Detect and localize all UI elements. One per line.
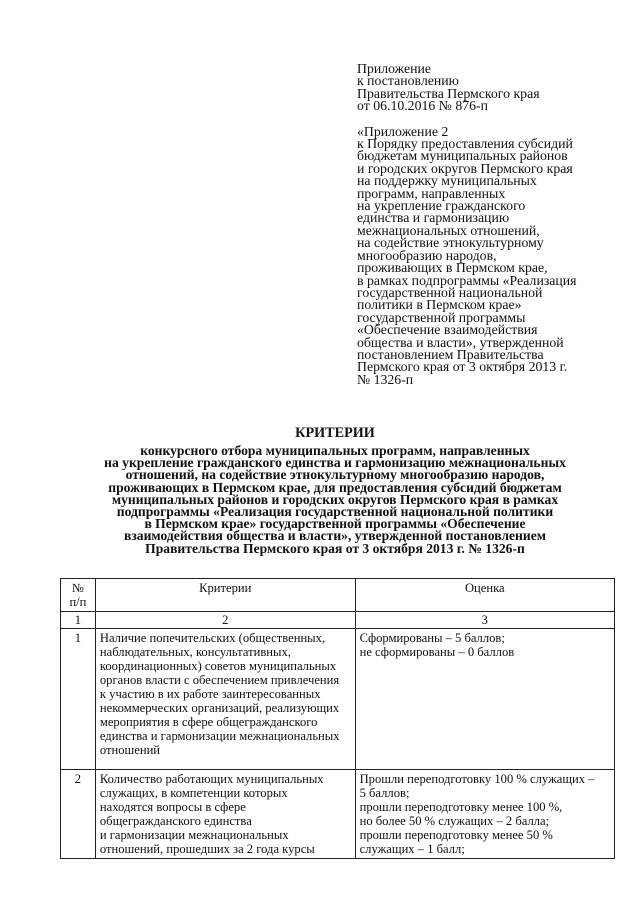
appendix-ref-line: проживающих в Пермском крае, <box>357 260 548 276</box>
table-header-row <box>61 579 615 612</box>
criteria-line: к участию в их работе заинтересованных <box>99 687 321 701</box>
appendix-ref-line: на содействие этнокультурному <box>357 235 544 251</box>
subtitle-line: конкурсного отбора муниципальных программ, направленных <box>140 443 530 458</box>
criteria-line: отношений <box>99 743 161 757</box>
row-number: 1 <box>61 629 96 770</box>
appendix-ref-line: к Порядку предоставления субсидий <box>357 136 573 152</box>
header-score: Оценка <box>355 579 614 612</box>
column-number: 3 <box>355 612 614 629</box>
row-number: 2 <box>61 770 96 859</box>
appendix-ref-line: «Обеспечение взаимодействия <box>357 322 538 338</box>
header-criteria: Критерии <box>95 579 355 612</box>
criteria-line: служащих, в компетенции которых <box>99 786 288 800</box>
score-line: служащих – 1 балл; <box>359 842 465 856</box>
subtitle-line: Правительства Пермского края от 3 октября 2013 г. № 1326-п <box>145 540 525 556</box>
appendix-ref-line: общества и власти», утвержденной <box>357 334 564 350</box>
criteria-line: координационных) советов муниципальных <box>99 659 337 673</box>
criteria-line: Количество работающих муниципальных <box>99 772 324 786</box>
appendix-header <box>357 63 627 386</box>
criteria-line: отношений, прошедших за 2 года курсы <box>99 842 315 856</box>
score-line: Прошли переподготовку 100 % служащих – <box>359 772 595 786</box>
appendix-ref-line: на поддержку муниципальных <box>357 173 537 189</box>
criteria-line: и гармонизации межнациональных <box>99 828 289 842</box>
score-line: прошли переподготовку менее 100 %, <box>359 800 563 814</box>
criteria-line: наблюдательных, консультативных, <box>99 645 291 659</box>
appendix-ref-line: политики в Пермском крае» <box>357 297 522 313</box>
appendix-ref-line: государственной национальной <box>357 284 543 300</box>
appendix-line: от 06.10.2016 № 876-п <box>357 98 489 114</box>
appendix-ref-line: № 1326-п <box>357 371 414 387</box>
score-line: 5 баллов; <box>359 786 410 800</box>
criteria-line: некоммерческих организаций, реализующих <box>99 701 340 715</box>
appendix-ref-line: межнациональных отношений, <box>357 222 540 238</box>
appendix-line: к постановлению <box>357 73 459 89</box>
appendix-ref-line: «Приложение 2 <box>357 123 449 139</box>
score-cell <box>355 629 614 770</box>
header-number-line: № <box>71 581 84 595</box>
document-subtitle <box>40 445 630 555</box>
column-number: 1 <box>61 612 96 629</box>
subtitle-line: в Пермском крае» государственной программы «Обеспечение <box>144 516 526 532</box>
appendix-ref-line: в рамках подпрограммы «Реализация <box>357 272 577 288</box>
criteria-line: органов власти с обеспечением привлечения <box>99 673 340 687</box>
header-number-line: п/п <box>69 595 87 609</box>
score-line: Сформированы – 5 баллов; <box>359 631 505 645</box>
criteria-line: единства и гармонизации межнациональных <box>99 729 340 743</box>
subtitle-line: отношений, на содействие этнокультурному многообразию народов, <box>125 467 545 483</box>
appendix-ref-line: и городских округов Пермского края <box>357 160 573 176</box>
score-line: прошли переподготовку менее 50 % <box>359 828 553 842</box>
column-number: 2 <box>95 612 355 629</box>
appendix-ref-line: Пермского края от 3 октября 2013 г. <box>357 359 568 375</box>
subtitle-line: проживающих в Пермском крае, для предоставления субсидий бюджетам <box>108 479 562 495</box>
criteria-line: Наличие попечительских (общественных, <box>99 631 326 645</box>
appendix-ref-line: программ, направленных <box>357 185 506 201</box>
appendix-line: Правительства Пермского края <box>357 85 540 101</box>
spacer <box>100 757 351 767</box>
criteria-line: общегражданского единства <box>99 814 252 828</box>
appendix-ref-line: постановлением Правительства <box>357 346 544 362</box>
appendix-ref-line: государственной программы <box>357 309 526 325</box>
criteria-line: находятся вопросы в сфере <box>99 800 246 814</box>
criteria-cell <box>95 770 355 859</box>
appendix-ref-line: бюджетам муниципальных районов <box>357 148 568 164</box>
appendix-ref-line: единства и гармонизацию <box>357 210 510 226</box>
appendix-ref-line: на укрепление гражданского <box>357 198 526 214</box>
subtitle-line: взаимодействия общества и власти», утвержденной постановлением <box>123 528 546 544</box>
subtitle-line: подпрограммы «Реализация государственной национальной политики <box>116 504 554 520</box>
appendix-ref-line: многообразию народов, <box>357 247 497 263</box>
appendix-line: Приложение <box>357 61 432 76</box>
table-row <box>61 770 615 859</box>
criteria-table <box>60 578 615 859</box>
subtitle-line: на укрепление гражданского единства и гармонизацию межнациональных <box>104 455 566 471</box>
criteria-cell <box>95 629 355 770</box>
score-line: но более 50 % служащих – 2 балла; <box>359 814 550 828</box>
table-row <box>61 629 615 770</box>
column-number-row <box>61 612 615 629</box>
subtitle-line: муниципальных районов и городских округов Пермского края в рамках <box>111 491 559 507</box>
score-cell <box>355 770 614 859</box>
document-title: КРИТЕРИИ <box>295 425 375 441</box>
criteria-line: мероприятия в сфере общегражданского <box>99 715 318 729</box>
header-number <box>61 579 96 612</box>
score-line: не сформированы – 0 баллов <box>359 645 515 659</box>
